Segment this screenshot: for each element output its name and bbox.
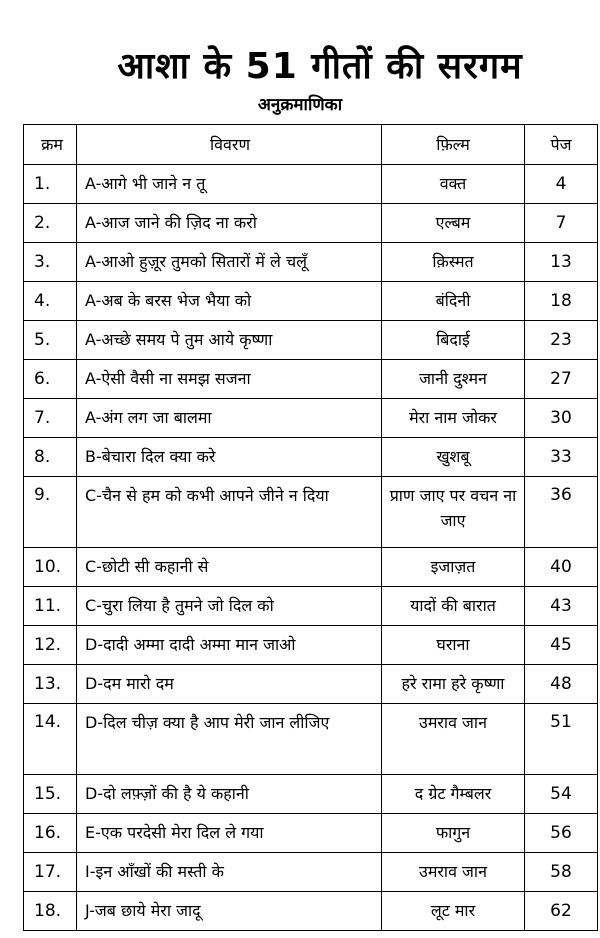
table-row [24,360,598,399]
row-serial: 7. [24,399,77,438]
row-serial: 12. [24,626,77,665]
row-song: C-चुरा लिया है तुमने जो दिल को [77,587,382,626]
header-page: पेज [525,125,598,165]
row-film: क़िस्मत [382,243,525,282]
row-film: उमराव जान [382,853,525,892]
row-serial: 14. [24,704,77,775]
table-row [24,665,598,704]
row-serial: 13. [24,665,77,704]
row-page: 30 [525,399,598,438]
row-serial: 16. [24,814,77,853]
table-row [24,321,598,360]
page-title: आशा के 51 गीतों की सरगम [117,46,523,87]
row-film: घराना [382,626,525,665]
row-song: E-एक परदेसी मेरा दिल ले गया [77,814,382,853]
row-page: 62 [525,892,598,931]
table-row [24,626,598,665]
row-song: C-छोटी सी कहानी से [77,548,382,587]
row-page: 7 [525,204,598,243]
table-row [24,399,598,438]
row-song: J-जब छाये मेरा जादू [77,892,382,931]
table-row [24,853,598,892]
row-serial: 4. [24,282,77,321]
table-row [24,282,598,321]
row-serial: 11. [24,587,77,626]
row-serial: 5. [24,321,77,360]
row-serial: 1. [24,165,77,204]
table-row [24,548,598,587]
row-page: 45 [525,626,598,665]
row-film: द ग्रेट गैम्बलर [382,775,525,814]
row-film: वक्त [382,165,525,204]
row-page: 33 [525,438,598,477]
row-song: D-दिल चीज़ क्या है आप मेरी जान लीजिए [77,704,382,775]
row-page: 51 [525,704,598,775]
row-song: D-दम मारो दम [77,665,382,704]
row-song: D-दादी अम्मा दादी अम्मा मान जाओ [77,626,382,665]
row-page: 23 [525,321,598,360]
row-page: 58 [525,853,598,892]
row-song: B-बेचारा दिल क्या करे [77,438,382,477]
index-subtitle: अनुक्रमाणिका [257,95,343,115]
row-page: 18 [525,282,598,321]
row-film: प्राण जाए पर वचन ना जाए [382,477,525,548]
row-film: हरे रामा हरे कृष्णा [382,665,525,704]
table-row [24,204,598,243]
row-page: 4 [525,165,598,204]
row-song: D-दो लफ़्ज़ों की है ये कहानी [77,775,382,814]
row-page: 27 [525,360,598,399]
table-row [24,775,598,814]
row-page: 48 [525,665,598,704]
row-song: C-चैन से हम को कभी आपने जीने न दिया [77,477,382,548]
row-film: खुशबू [382,438,525,477]
row-film: उमराव जान [382,704,525,775]
row-song: I-इन आँखों की मस्ती के [77,853,382,892]
row-film: फागुन [382,814,525,853]
table-row [24,243,598,282]
table-row [24,438,598,477]
song-index-table [23,124,598,931]
row-film: बिदाई [382,321,525,360]
table-row [24,165,598,204]
header-serial: क्रम [24,125,77,165]
row-serial: 6. [24,360,77,399]
row-film: मेरा नाम जोकर [382,399,525,438]
row-film: यादों की बारात [382,587,525,626]
row-film: इजाज़त [382,548,525,587]
row-serial: 2. [24,204,77,243]
row-film: लूट मार [382,892,525,931]
row-film: बंदिनी [382,282,525,321]
row-song: A-अब के बरस भेज भैया को [77,282,382,321]
row-serial: 3. [24,243,77,282]
row-serial: 9. [24,477,77,548]
row-page: 43 [525,587,598,626]
row-song: A-आज जाने की ज़िद ना करो [77,204,382,243]
table-row [24,587,598,626]
header-description: विवरण [77,125,382,165]
row-song: A-अंग लग जा बालमा [77,399,382,438]
row-page: 13 [525,243,598,282]
row-serial: 15. [24,775,77,814]
row-song: A-आगे भी जाने न तू [77,165,382,204]
row-page: 56 [525,814,598,853]
header-film: फ़िल्म [382,125,525,165]
table-row [24,477,598,548]
row-serial: 17. [24,853,77,892]
row-serial: 8. [24,438,77,477]
row-page: 54 [525,775,598,814]
table-header-row [24,125,598,165]
row-song: A-अच्छे समय पे तुम आये कृष्णा [77,321,382,360]
table-row [24,814,598,853]
row-film: एल्बम [382,204,525,243]
table-row [24,892,598,931]
row-film: जानी दुश्मन [382,360,525,399]
row-serial: 10. [24,548,77,587]
table-row [24,704,598,775]
row-song: A-आओ हुज़ूर तुमको सितारों में ले चलूँ [77,243,382,282]
row-page: 36 [525,477,598,548]
row-song: A-ऐसी वैसी ना समझ सजना [77,360,382,399]
row-serial: 18. [24,892,77,931]
row-page: 40 [525,548,598,587]
